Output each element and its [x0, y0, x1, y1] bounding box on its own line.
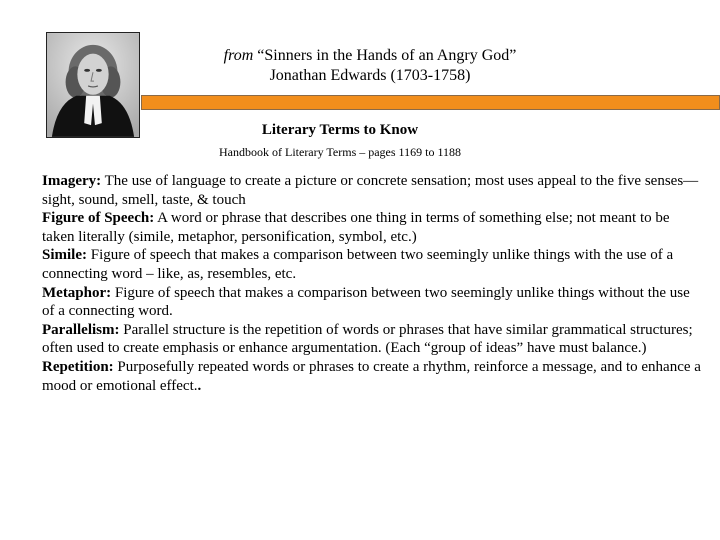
term-definition: The use of language to create a picture or concrete sensation; most uses appeal to the five senses—sight, sound, smell, taste, & touch: [42, 173, 699, 208]
term-parallelism: [42, 321, 702, 358]
author-line: Jonathan Edwards (1703-1758): [269, 67, 471, 84]
orange-divider-bar: [141, 95, 720, 110]
term-metaphor: [42, 284, 702, 321]
term-name: Imagery:: [42, 173, 102, 189]
section-subtitle: Handbook of Literary Terms – pages 1169 to 1188: [219, 145, 461, 159]
term-definition: Figure of speech that makes a comparison between two seemingly unlike things without the use of a connecting word.: [42, 284, 690, 320]
jonathan-edwards-portrait: [46, 32, 140, 138]
section-title: Literary Terms to Know: [261, 122, 419, 138]
term-definition: Parallel structure is the repetition of words or phrases that have similar grammatical structures; often used to create emphasis or enhance argumentation. (Each “group of ideas” have must balance.): [42, 321, 693, 357]
term-imagery: [42, 172, 702, 209]
term-definition: Purposefully repeated words or phrases to create a rhythm, reinforce a message, and to enhance a mood or emotional effect.: [42, 358, 701, 394]
term-name: Simile:: [42, 247, 87, 264]
final-period: .: [197, 377, 202, 394]
work-title: “Sinners in the Hands of an Angry God”: [257, 47, 517, 64]
from-label: from: [223, 47, 254, 64]
term-definition: A word or phrase that describes one thing in terms of something else; not meant to be taken literally (simile, metaphor, personification, symbol, etc.): [42, 210, 670, 245]
term-name: Figure of Speech:: [42, 210, 155, 227]
term-name: Repetition:: [42, 358, 114, 375]
term-repetition: [42, 358, 702, 395]
term-simile: [42, 246, 702, 283]
term-figure-of-speech: [42, 209, 702, 246]
terms-list: [42, 172, 702, 395]
term-definition: Figure of speech that makes a comparison between two seemingly unlike things with the use of a connecting word – like, as, resembles, etc.: [42, 247, 674, 282]
term-name: Parallelism:: [42, 321, 120, 338]
term-name: Metaphor:: [42, 284, 112, 301]
work-title-line: [140, 46, 600, 66]
